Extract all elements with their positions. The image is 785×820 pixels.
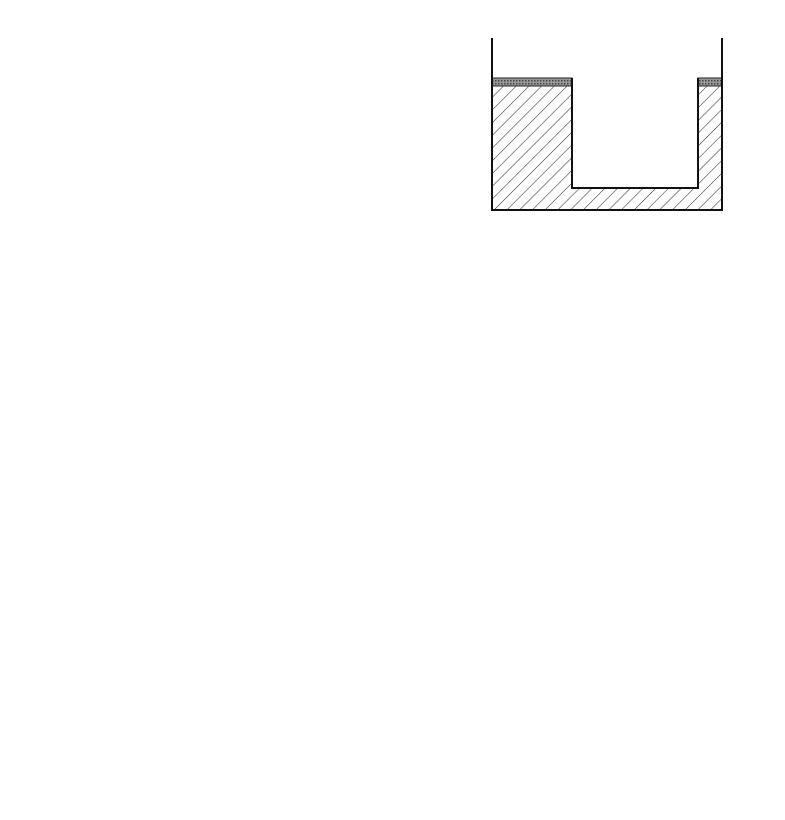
- fluid-region: [492, 86, 722, 210]
- vessel-inner-wall: [572, 78, 698, 188]
- small-piston: [698, 78, 722, 86]
- figure-hydraulic-lift: [480, 20, 745, 245]
- large-piston: [492, 78, 572, 86]
